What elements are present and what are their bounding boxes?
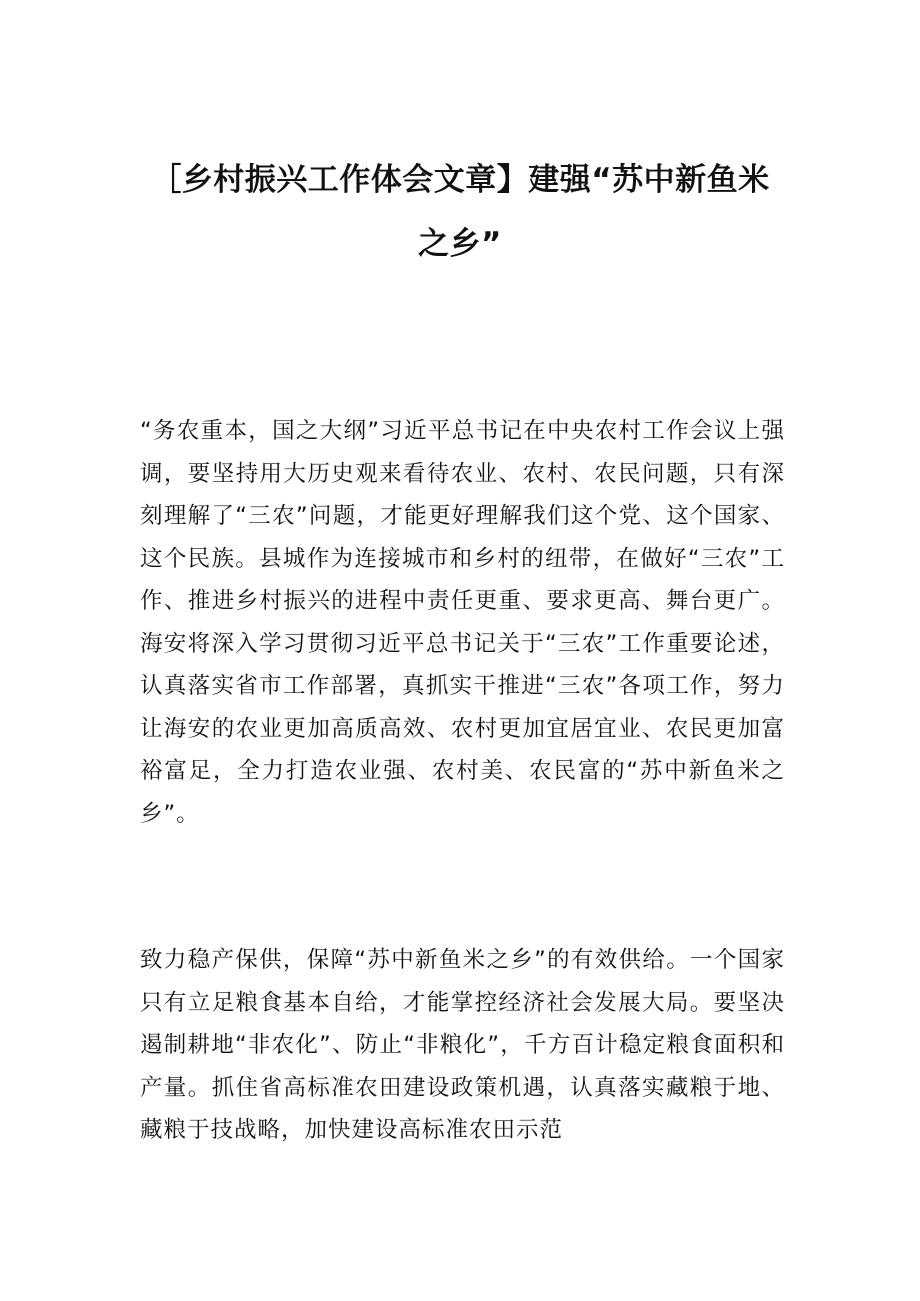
title-line-2: 之乡” [418, 226, 502, 262]
title-line-1: ［乡村振兴工作体会文章】建强“苏中新鱼米 [150, 162, 770, 198]
paragraph-2: 致力稳产保供，保障“苏中新鱼米之乡”的有效供给。一个国家只有立足粮食基本自给，才能掌控经济社会发展大局。要坚决遏制耕地“非农化”、防止“非粮化”，千方百计稳定粮食面积和产量。抓住省高标准农田建设政策机遇，认真落实藏粮于地、藏粮于技战略，加快建设高标准农田示范 [140, 947, 785, 1143]
document-title [140, 148, 780, 276]
paragraph-1: “务农重本，国之大纲”习近平总书记在中央农村工作会议上强调，要坚持用大历史观来看待农业、农村、农民问题，只有深刻理解了“三农”问题，才能更好理解我们这个党、这个国家、这个民族。县城作为连接城市和乡村的纽带，在做好“三农”工作、推进乡村振兴的进程中责任更重、要求更高、舞台更广。海安将深入学习贯彻习近平总书记关于“三农”工作重要论述，认真落实省市工作部署，真抓实干推进“三农”各项工作，努力让海安的农业更加高质高效、农村更加宜居宜业、农民更加富裕富足，全力打造农业强、农村美、农民富的“苏中新鱼米之乡”。 [140, 418, 785, 827]
